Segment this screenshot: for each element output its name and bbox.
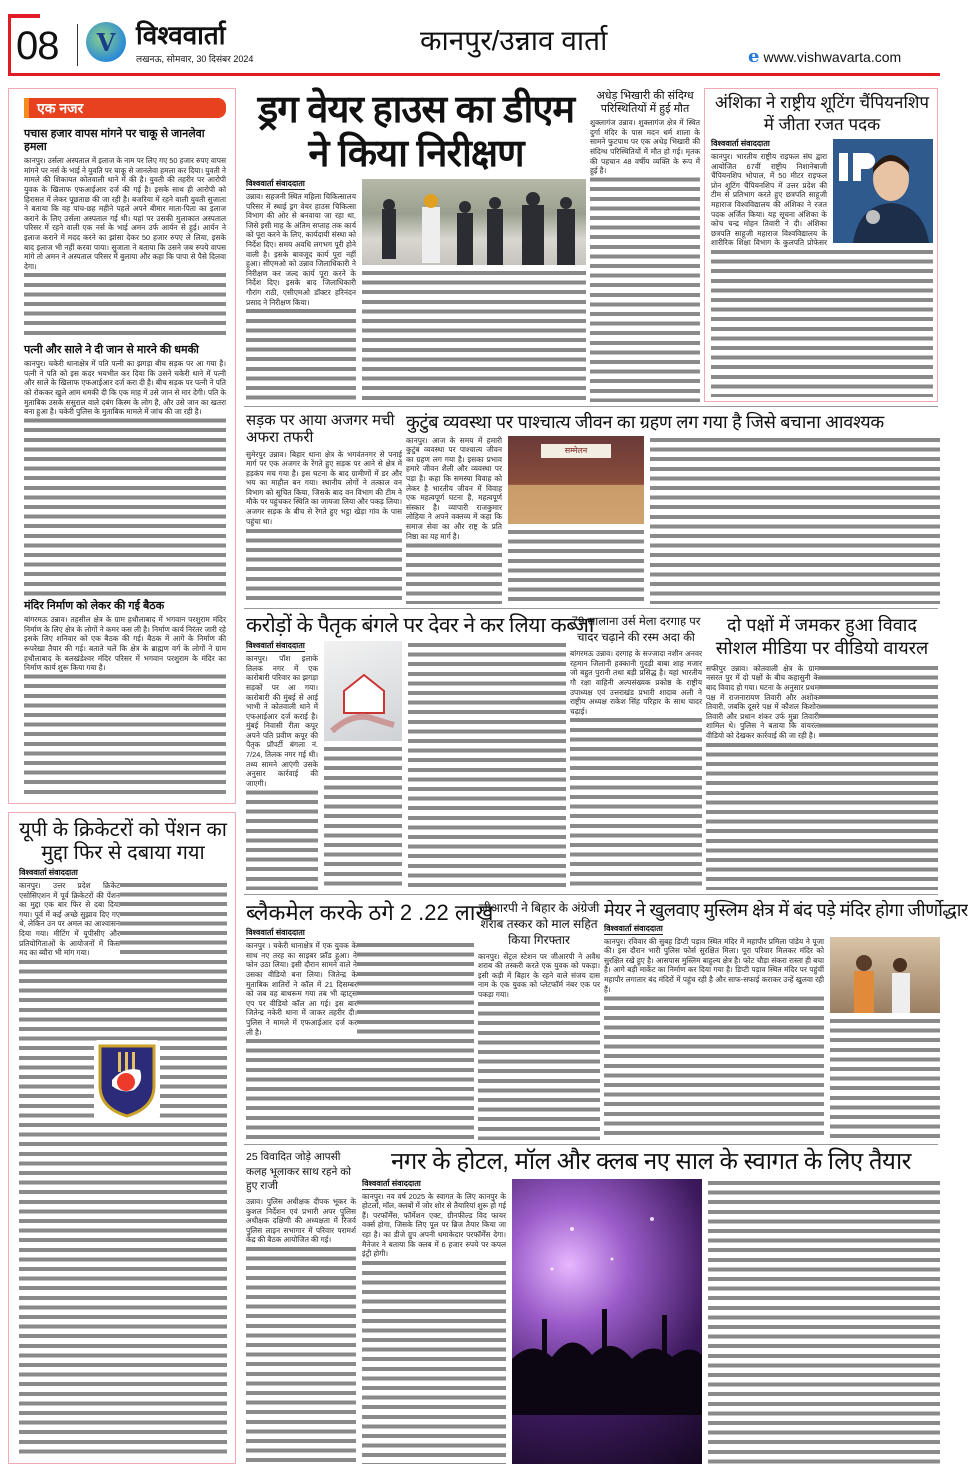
article-headline: जीआरपी ने बिहार के अंग्रेजी शराब तस्कर को माल सहित किया गिरफ्तार: [478, 901, 600, 948]
article-body: [24, 615, 226, 797]
byline: विश्ववार्ता संवाददाता: [362, 1178, 421, 1188]
crowd-silhouette: [512, 1179, 702, 1415]
article-text: कानपुर। उर्सला अस्पताल में इलाज के नाम पर लिए गए 50 हजार रुपए वापस मांगने पर नर्स के भाई ने युवति पर चाकू से जानलेवा हमला कर दिया। युवती ने मामले की शिकायत कोतवाली थाने में की है। युवती की तहरीर पर आरोपी युवक के खिलाफ एफआईआर दर्ज की गई है। इसके साथ ही आरोपी को हिरासत में लेकर पूछताछ की जा रही है। बजरिया में रहने वाली युवती सुजाता ने बताया कि वह पांच-छह महीने पहले अपने बीमार माता-पिता का इलाज कराने के लिए उर्सला अस्पताल गई थी। यहां पर उसकी मुलाकात अस्पताल परिसर में रहने वाली एक नर्स के भाई अमन उर्फ आर्यन से हुई। आर्यन ने इलाज कराने में मदद करने का झांसा देकर 50 हजार रुपए ले लिया, इसके बाद इलाज भी नहीं करवा पाया। सुजाता ने बताया कि उसने जब रुपये वापस मांगे तो अमन ने अस्पताल परिसर में बुलाया और कहा कि पापा से पैसे दिलवा देगा।: [24, 156, 226, 271]
photo-banner: सम्मेलन: [541, 444, 611, 458]
article-headline: नगर के होटल, मॉल और क्लब नए साल के स्वागत के लिए तैयार: [390, 1148, 911, 1175]
article-text: कानपुर। भारतीय राष्ट्रीय राइफल संघ द्वारा आयोजित 67वीं राष्ट्रीय निशानेबाजी चैंपियनशिप भोपाल, में 50 मीटर राइफल प्रोन शूटिंग चैंपियनशिप में उत्तर प्रदेश की टीम से प्रतिभाग करते हुए छत्रपति साहूजी महाराज विश्वविद्यालय की अंशिका ने रजत पदक अर्जित किया। यह सूचना अंशिका के कोच चन्द्र मोहन तिवारी ने दी। अंशिका छत्रपति साहूजी महाराज विश्वविद्यालय के शारीरिक शिक्षा विभाग के कुलपति प्रोफेसर: [711, 152, 827, 258]
article-body-cont: [408, 641, 566, 890]
article-headline: करोड़ों के पैतृक बंगले पर देवर ने कर लिया कब्जा: [246, 614, 594, 637]
article-body: [570, 649, 702, 890]
article-body: [246, 941, 474, 1140]
divider: [244, 894, 938, 895]
article-body: [706, 664, 938, 890]
article-body: [406, 436, 502, 604]
article-body: [246, 654, 318, 890]
article-headline: ब्लैकमेल करके ठगे 2 .22 लाख: [246, 900, 494, 925]
temple-figures: [830, 937, 940, 1013]
fireworks-photo: [512, 1179, 702, 1464]
article: [24, 600, 226, 798]
article-text: कानपुर। चकेरी थानाक्षेत्र में पति पत्नी का झगड़ा बीच सड़क पर आ गया है। पत्नी ने पति को इस कदर भयभीत कर दिया कि उसने चकेरी थाने में पत्नी और साले के खिलाफ एफआईआर दर्ज करा दी है। बीच सड़क पर पत्नी ने पति को रोककर खुले आम धमकी दी कि एक माह में उसे जान से मार देगी। पति के मुताबिक उसके ससुराल वाले दबंग किस्म के लोग है, और उसे जान का खतरा बना हुआ है। चकेरी पुलिस के मुताबिक मामले में जांच की जा रही है।: [24, 359, 226, 417]
article-text: कानपुर। नव वर्ष 2025 के स्वागत के लिए कानपुर के होटलों, मॉल, क्लबों में जोर शोर से तैयारियां शुरू हो गई हैं। परफॉर्मेंस, फॉर्मेशन एक्ट, ग्रीनफील्ड विद फायर वर्क्स होगा, जिसके लिए पूल पर ब्रिज तैयार किया जा रहा है। का डीजे ग्रुप अपनी धमाकेदार परफॉर्मेंस देगा। मैनेजर ने बताया कि क्लब में 6 हजार रुपये पर कपल इंट्री होगी।: [362, 1191, 506, 1259]
article-headline: अधेड़ भिखारी की संदिग्ध परिस्थितियों में हुई मौत: [596, 90, 694, 115]
article-body-cont: [508, 528, 644, 604]
article-text: कानपुर। सेंट्रल स्टेशन पर जीआरपी ने अवैध शराब की तस्करी करते एक युवक को पकड़ा। इसी कड़ी में बिहार के रहने वाले संजय दास नाम के एक युवक को प्लेटफॉर्म नंबर एक पर पकड़ा गया।: [478, 951, 600, 999]
article-text: कानपुर। आज के समय में हमारी कुटुंब व्यवस्था पर पाश्चात्य जीवन का ग्रहण लग गया है। इसका प्रभाव हमारे जीवन शैली और व्यवस्था पर पड़ा है। कहा कि समस्या विवाह को लेकर है भारतीय जीवन में विवाह एक महत्वपूर्ण घटना है, महत्वपूर्ण संस्कार है। व्यापारी राजकुमार लोहिया ने अपने वक्तव्य में कहा कि समाज सेवा का और राष्ट्र के प्रति निष्ठा का यह मार्ग है।: [406, 435, 502, 541]
paper-name: विश्ववार्ता: [136, 20, 226, 50]
article-headline: मंदिर निर्माण को लेकर की गई बैठक: [24, 599, 165, 612]
article-text: शुक्लागंज उन्नाव। शुक्लागंज क्षेत्र में स्थित दुर्गा मंदिर के पास मदन धर्म शाला के सामने फुटपाथ पर एक अधेड़ भिखारी की संदिग्ध परिस्थितियों में मौत हो गई। मृतक की पहचान 48 वर्षीय व्यक्ति के रूप में हुई है।: [590, 118, 700, 176]
divider: [244, 406, 938, 407]
page-number: 08: [16, 24, 59, 68]
byline: विश्ववार्ता संवाददाता: [246, 928, 305, 938]
article-body: [19, 881, 227, 1457]
article: [24, 344, 226, 596]
website-url[interactable]: www.vishwavarta.com: [763, 49, 902, 65]
lead-headline: ड्रग वेयर हाउस का डीएम ने किया निरीक्षण: [257, 89, 575, 175]
article-body-cont: [711, 248, 933, 397]
article-body: [24, 359, 226, 595]
paper-logo: [86, 22, 126, 62]
article-text: बांगरमऊ उन्नाव। दरगाह के सज्जादा नशीन अनवर रहमान जिलानी हक्कानी गुदड़ी बाबा शाह मजार जो बहुत पुरानी तथा बड़ी प्रसिद्ध है। यहां भारतीय गौ रक्षा वाहिनी अल्पसंख्यक प्रकोष्ठ के राष्ट्रीय उपाध्यक्ष एवं उत्तराखंड प्रभारी शादाब अली ने राष्ट्रीय अध्यक्ष राकेश सिंह परिहार के साथ चादर चढ़ाई।: [570, 649, 702, 716]
beggar-article: [590, 90, 700, 402]
article-headline: सड़क पर आया अजगर मची अफरा तफरी: [246, 412, 395, 447]
browser-icon: e: [748, 46, 760, 67]
article-body: [604, 937, 824, 1140]
article-body: [24, 156, 226, 339]
article-body: [362, 1192, 506, 1464]
masthead-accent: [8, 14, 40, 18]
ek-nazar-label: एक नजर: [24, 98, 226, 118]
temple-photo: [830, 937, 940, 1013]
divider: [244, 608, 938, 609]
logo-letter: V: [96, 27, 116, 57]
article-text: कानपुर । चकेरी थानाक्षेत्र में एक युवक के साथ नए तरह का साइबर फ्रॉड हुआ। ने फोन उठा लिया। इसी दौरान सामने वाले ने उसका वीडियो बना लिया। जितेन्द्र के मुताबिक शातिरों ने कॉल में 21 दिसम्बर को जब वह बाथरूम गया तब भी व्हाट्स एप पर वीडियो कॉल आ गई। इस बार जितेन्द्र नकेरी थाना में जाकर तहरीर दी। पुलिस ने मामले में एफआईआर दर्ज कर ली है।: [246, 941, 357, 1037]
newyear-article: [362, 1148, 940, 1464]
article-text: सुमेरपुर उन्नाव। बिहार थाना क्षेत्र के भगवंतनगर से पनाई मार्ग पर एक अजगर के रेंगते हुए सड़क पर आने से क्षेत्र में हड़कंप मच गया है। इस घटना के बाद ग्रामीणों में डर और भय का माहौल बन गया। स्थानीय लोगों ने तत्काल वन विभाग को सूचित किया, जिसके बाद वन विभाग की टीम ने मौके पर पहुंचकर स्थिति का जायजा लिया और पकड़ लिया। अजगर सड़क के बीच से रेंगते हुए भट्ठा खेड़ा गांव के पास पहुंचा था।: [246, 449, 402, 526]
hand-house-graphic: [324, 641, 402, 741]
byline: विश्ववार्ता संवाददाता: [604, 923, 663, 933]
grp-article: [478, 900, 600, 1140]
article-headline: दो पक्षों में जमकर हुआ विवाद सोशल मीडिया पर वीडियो वायरल: [715, 615, 929, 659]
article-text: कानपुर। उत्तर प्रदेश क्रिकेट एसोसिएशन में पूर्व क्रिकेटरों की पेंशन का मुद्दा एक बार फिर से दबा दिया गया। पूर्व में कई अच्छे सुझाव दिए गए थे, लेकिन उन पर अमल का आश्वासन दिया गया। मीटिंग में यूपीसीए और प्रतियोगिताओं के आयोजनों में किस मद का ब्यौरा भी मांग गया।: [19, 881, 120, 958]
dispute-article: [706, 614, 938, 890]
article-headline: अंशिका ने राष्ट्रीय शूटिंग चैंपियनशिप में जीता रजत पदक: [714, 93, 930, 134]
article-body-cont: [830, 1017, 940, 1140]
divider: [77, 24, 78, 66]
cricket-logo: [94, 1040, 160, 1120]
uppca-shield-icon: [94, 1040, 160, 1120]
lead-article: [246, 88, 586, 402]
bungalow-photo: [324, 641, 402, 741]
inspection-photo: [362, 179, 586, 265]
article-text: कानपुर। रविवार की सुबह डिप्टी पड़ाव स्थित मंदिर में महापौर प्रमिला पांडेय ने पूजा की। इस दौरान भारी पुलिस फोर्स सुरक्षित मिला। पूरा परिवार मिलकर मंदिर को सुरक्षित रखे हुए है। आसपास मुस्लिम बाहुल्य क्षेत्र है। फोट चौड़ा संकरा रास्ता ही बचा है। आगे बड़ी मार्केट का निर्माण कर दिया गया है। डिप्टी पड़ाव स्थित मंदिर पर पहुंचीं महापौर लगातार बंद मंदिरों में पहुंच रही है और साफ-सफाई कराकर उन्हें खुलवा रही हैं।: [604, 936, 824, 994]
couples-article: [246, 1150, 356, 1464]
urs-article: [570, 614, 702, 890]
article-headline: 25 विवादित जोड़े आपसी कलह भूलाकर साथ रहने को हुए राजी: [246, 1151, 352, 1193]
article-headline: पचास हजार वापस मांगने पर चाकू से जानलेवा हमला: [24, 128, 205, 153]
article-body-cont: [708, 1179, 940, 1464]
athlete-photo: [833, 139, 933, 243]
article-text: उन्नाव। पुलिस अधीक्षक दीपक भूकर के कुशल निर्देशन एवं प्रभारी अपर पुलिस अधीक्षक दक्षिणी की अध्यक्षता में रिजर्व पुलिस लाइन सभागार में परिवार परामर्श केंद्र की बैठक आयोजित की गई।: [246, 1197, 356, 1245]
shooting-box: [704, 88, 938, 402]
byline: विश्ववार्ता संवाददाता: [19, 868, 78, 877]
section-title: कानपुर/उन्नाव वार्ता: [420, 25, 608, 56]
article: [24, 128, 226, 340]
blackmail-article: [246, 900, 494, 1140]
divider: [244, 1144, 938, 1145]
python-article: [246, 412, 402, 604]
mayor-article: [604, 900, 968, 1140]
article-body: [590, 118, 700, 402]
article-text: सफीपुर उन्नाव। कोतवाली क्षेत्र के ग्राम नसरत पुर में दो पक्षों के बीच कहासुनी के बाद विवाद हो गया। घटना के अनुसार प्रथम पक्ष में राजनारायण तिवारी और अशोक तिवारी, जबकि दूसरे पक्ष में कौशल किशोर तिवारी और प्रधान शंकर उर्फ मुन्ना तिवारी शामिल थे। पुलिस ने बताया कि वायरल वीडियो को देखकर कार्रवाई की जा रही है।: [706, 663, 819, 740]
athlete-figure: [833, 139, 933, 243]
seminar-photo: [508, 436, 644, 524]
article-text: उन्नाव। सहजनी स्थित महिला चिकित्सालय परिसर में स्थाई ड्रग वेयर हाउस चिकित्सा विभाग की ओर से बनवाया जा रहा था, जिसे इसी माह के अंतिम सप्ताह तक कार्य को पूरा करने के लिए, कार्यदायी संस्था को निर्देश दिए। समय अवधि लगभग पूरी होने वाली है। इसके बावजूद कार्य पूरा नहीं हुआ। सीएमओ को उन्नाव जिलाधिकारी ने निरीक्षण कर जल्द कार्य पूरा करने के निर्देश दिए। इसके बाद जिलाधिकारी गौरांग राठी, एसीएमओ डॉक्टर हरिनंदन प्रसाद ने निरीक्षण किया।: [246, 192, 356, 307]
article-body: [478, 952, 600, 1140]
article-text: कानपुर। पॉश इलाके तिलक नगर में एक कारोबारी परिवार का झगड़ा सड़कों पर आ गया। कारोबारी की मुंबई से आई भाभी ने कोतवाली थाने में एफआईआर दर्ज कराई है। मुंबई निवासी रीता कपूर अपने पति प्रवीण कपूर की पैतृक प्रॉपर्टी बंगला नं. 7/24, तिलक नगर गई थी। तथ्य सामने आएंगी उसके अनुसार कार्रवाई की जाएगी।: [246, 654, 318, 788]
article-headline: 79 सालाना उर्स मेला दरगाह पर चादर चढ़ाने की रस्म अदा की: [571, 616, 701, 645]
article-body: [246, 450, 402, 605]
article-headline: कुटुंब व्यवस्था पर पाश्चात्य जीवन का ग्रहण लग गया है जिसे बचाना आवश्यक: [406, 412, 884, 432]
article-text: बांगरमऊ उन्नाव। तहसील क्षेत्र के ग्राम हथौलाबाद में भगवान परशुराम मंदिर निर्माण के लिए क्षेत्र के लोगों ने कमर कस ली है। निर्माण कार्य निरंतर जारी रहे इसके लिए शनिवार को एक बैठक की गई। बैठक में आगे के निर्माण की रूपरेखा तैयार की गई। बताते चलें कि क्षेत्र के ब्राह्मण वर्ग के लोगों ने ग्राम हथौलाबाद के बलखंडेश्वर मंदिर परिसर में भगवान परशुराम के मंदिर का निर्माण कार्य शुरू किया गया है।: [24, 615, 226, 673]
article-body: [246, 192, 356, 402]
family-article: [406, 412, 940, 604]
article-body-cont: [362, 269, 586, 402]
article-headline: यूपी के क्रिकेटरों को पेंशन का मुद्दा फिर से दबाया गया: [19, 819, 227, 864]
article-body-cont: [650, 436, 940, 604]
people-silhouettes: [362, 179, 584, 265]
article-headline: मेयर ने खुलवाए मुस्लिम क्षेत्र में बंद पड़े मंदिर होगा जीर्णोद्धार: [604, 900, 968, 920]
byline: विश्ववार्ता संवाददाता: [711, 139, 770, 148]
ek-nazar-box: [8, 88, 236, 804]
byline: विश्ववार्ता संवाददाता: [246, 179, 305, 188]
website-link[interactable]: [748, 48, 901, 66]
article-body-cont: [324, 745, 402, 890]
article-headline: पत्नी और साले ने दी जान से मारने की धमकी: [24, 343, 199, 356]
cricket-box: [8, 812, 236, 1464]
bungalow-article: [246, 614, 594, 890]
article-body: [711, 152, 827, 248]
article-body: [246, 1197, 356, 1464]
byline: विश्ववार्ता संवाददाता: [246, 641, 305, 651]
dateline: लखनऊ, सोमवार, 30 दिसंबर 2024: [136, 54, 254, 64]
